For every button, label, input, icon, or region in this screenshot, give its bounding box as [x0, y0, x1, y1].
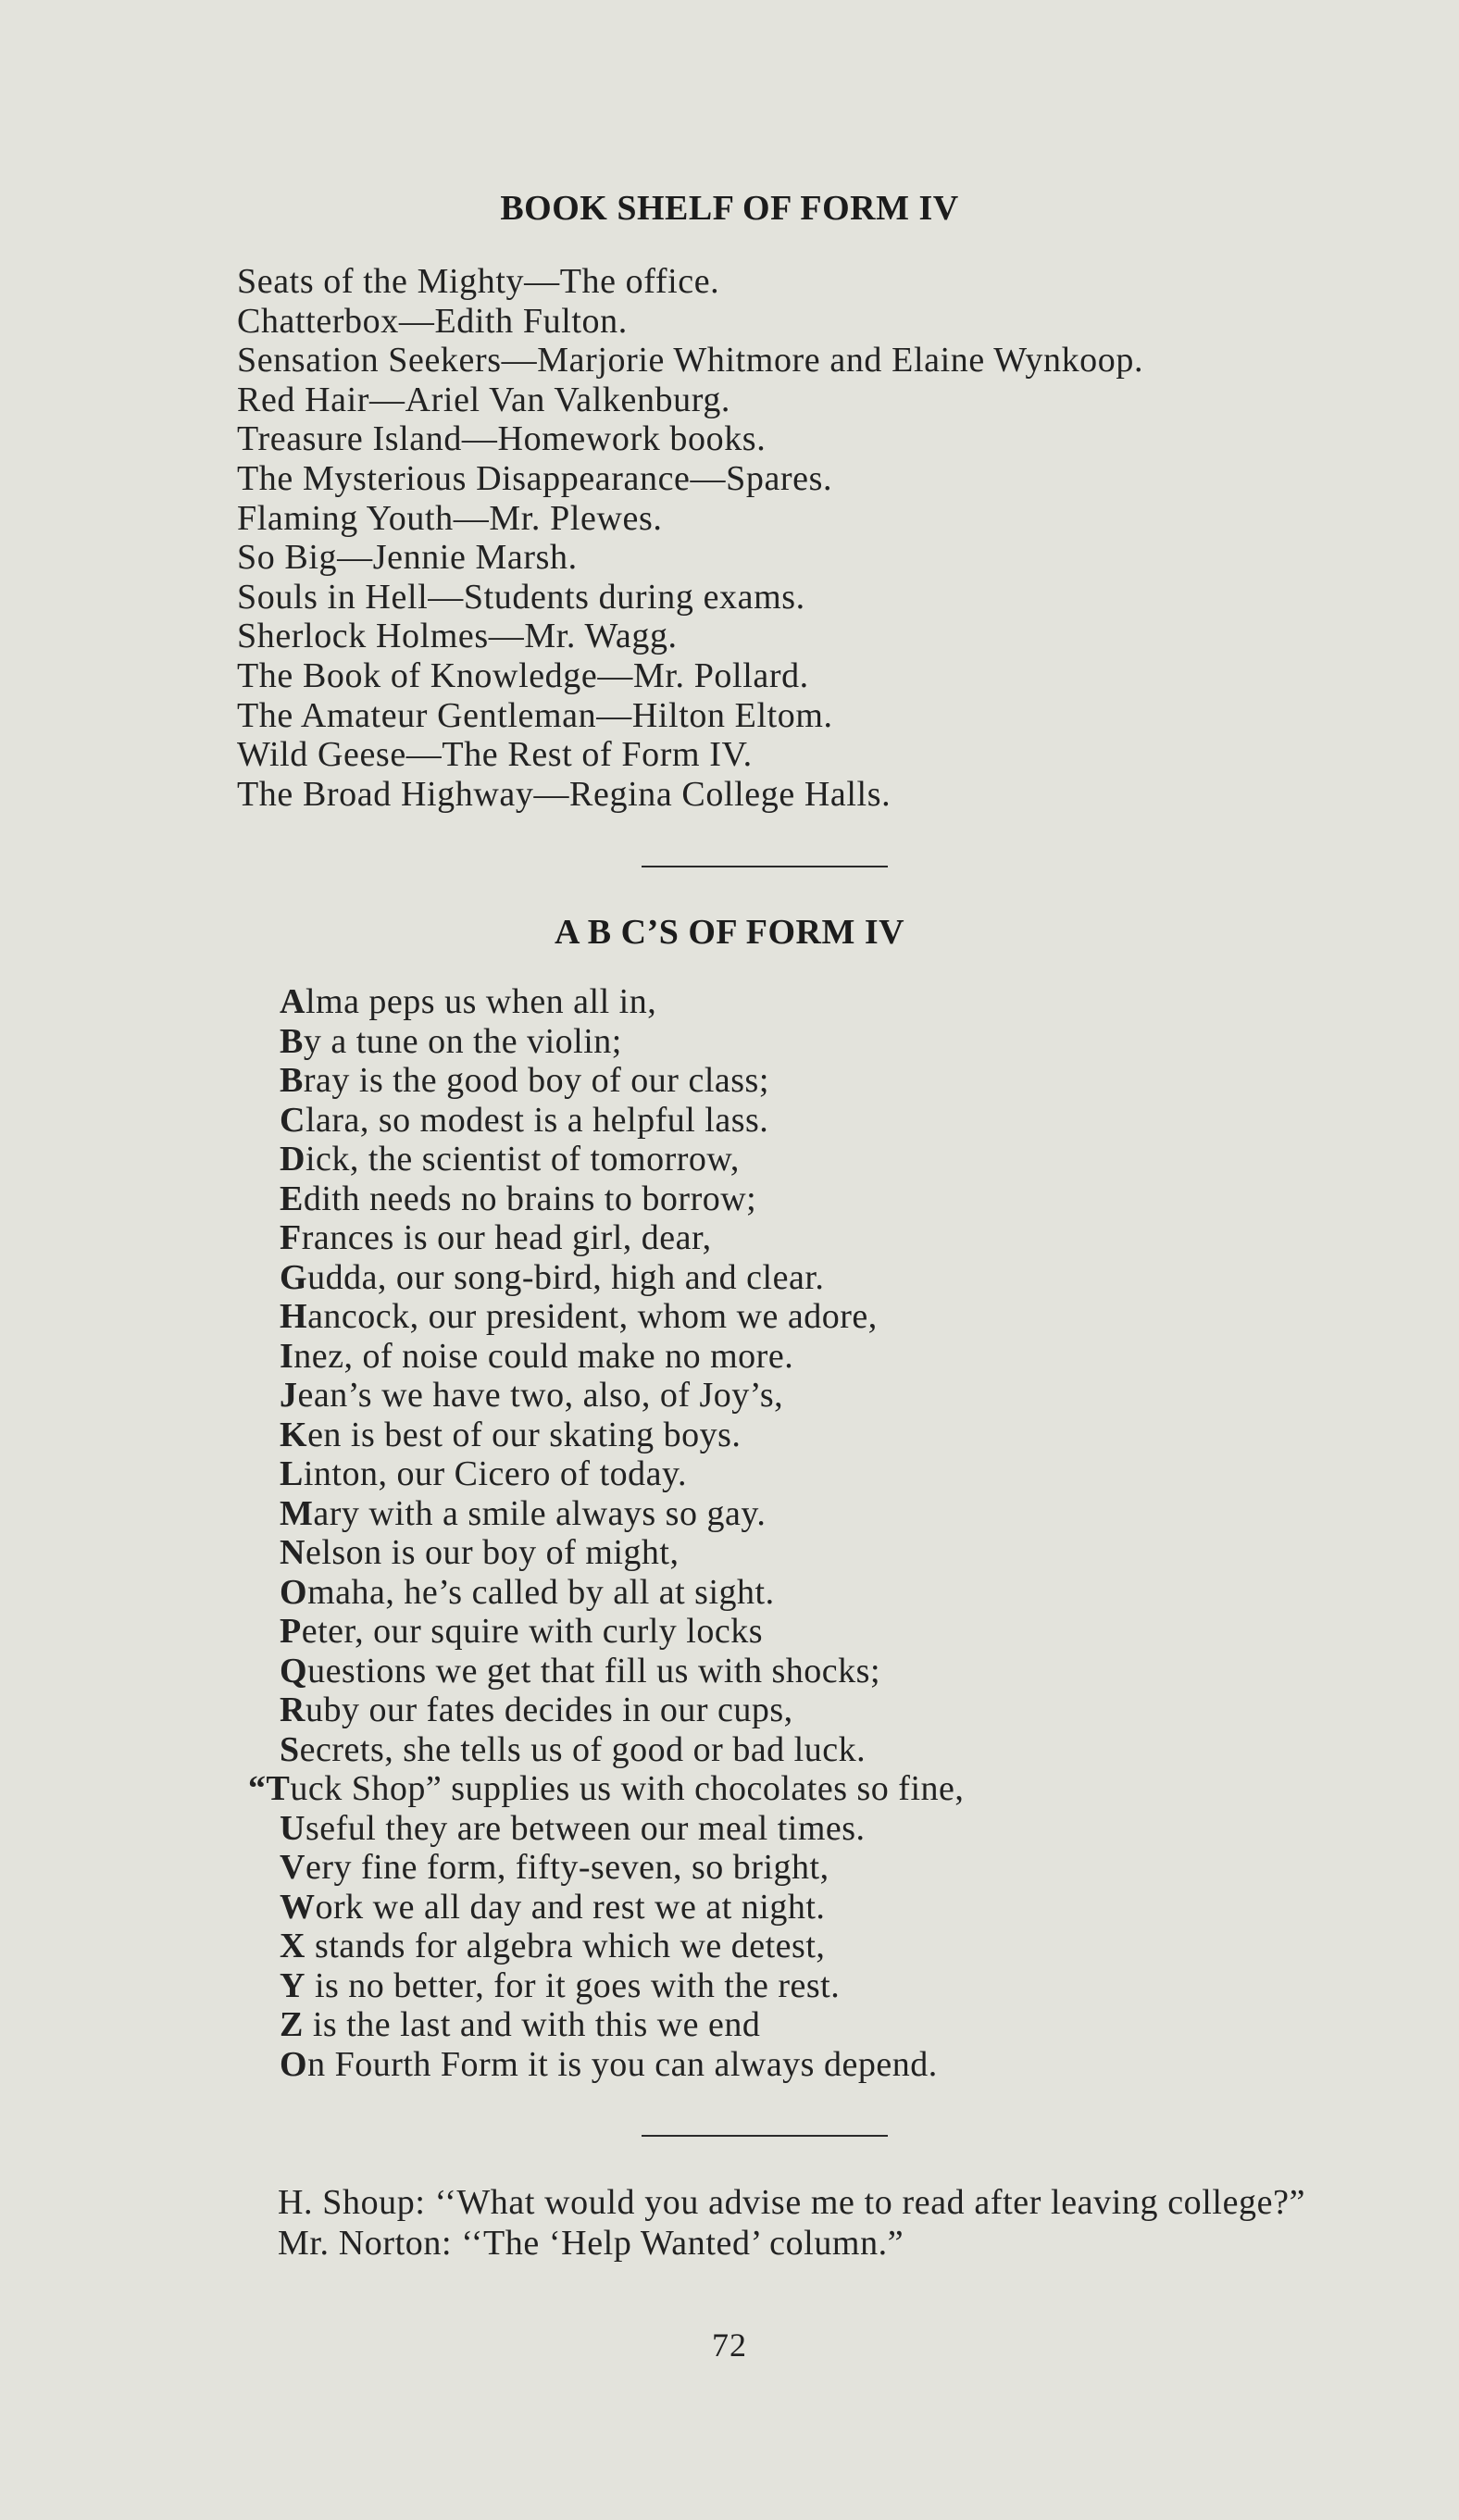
poem-line — [280, 1337, 964, 1377]
poem-line-text: en is best of our skating boys. — [307, 1415, 742, 1454]
poem-line — [280, 1376, 964, 1416]
book-shelf-entry: Treasure Island—Homework books. — [237, 419, 767, 459]
book-shelf-entry: Flaming Youth—Mr. Plewes. — [237, 498, 663, 538]
poem-line-text: ancock, our president, whom we adore, — [307, 1297, 878, 1336]
poem-line — [280, 2045, 964, 2085]
book-shelf-list — [237, 262, 1143, 814]
poem-initial: M — [280, 1493, 314, 1533]
poem-line-text: dith needs no brains to borrow; — [303, 1179, 757, 1218]
poem-initial: I — [280, 1336, 294, 1376]
book-shelf-entry: The Broad Highway—Regina College Halls. — [237, 774, 892, 814]
book-shelf-entry: The Mysterious Disappearance—Spares. — [237, 458, 833, 498]
poem-initial: N — [280, 1533, 306, 1572]
poem-line — [280, 1140, 964, 1179]
poem-initial: R — [280, 1690, 306, 1729]
abcs-title: A B C’S OF FORM IV — [554, 913, 905, 952]
poem-line — [280, 982, 964, 1022]
poem-line-text: stands for algebra which we detest, — [305, 1927, 826, 1965]
poem-initial: U — [280, 1808, 306, 1848]
poem-line — [280, 1888, 964, 1927]
poem-line — [280, 1022, 964, 1062]
poem-initial: O — [280, 1572, 308, 1612]
poem-initial: J — [280, 1376, 298, 1415]
book-shelf-entry: Chatterbox—Edith Fulton. — [237, 301, 628, 341]
poem-initial: L — [280, 1454, 304, 1493]
poem-line-text: y a tune on the violin; — [303, 1021, 622, 1061]
poem-line-text: n Fourth Form it is you can always depend. — [307, 2044, 938, 2084]
poem-line-text: ork we all day and rest we at night. — [315, 1887, 826, 1927]
poem-line — [280, 1416, 964, 1455]
book-shelf-entry: Seats of the Mighty—The office. — [237, 262, 720, 301]
poem-line-text: lma peps us when all in, — [305, 982, 657, 1021]
poem-line-text: ery fine form, fifty-seven, so bright, — [305, 1848, 829, 1887]
poem-line — [280, 1730, 964, 1770]
poem-line — [280, 1612, 964, 1652]
poem-line — [280, 1494, 964, 1534]
poem-line-text: rances is our head girl, dear, — [301, 1218, 712, 1257]
poem-initial: X — [280, 1927, 306, 1965]
poem-line-text: ick, the scientist of tomorrow, — [305, 1140, 740, 1179]
poem-initial: B — [280, 1061, 304, 1100]
poem-line — [280, 1218, 964, 1258]
joke-dialogue — [196, 2182, 1335, 2264]
poem-line — [280, 1848, 964, 1888]
poem-line — [280, 1297, 964, 1337]
poem-line — [280, 1652, 964, 1691]
poem-line — [280, 1454, 964, 1494]
book-shelf-entry: Red Hair—Ariel Van Valkenburg. — [237, 380, 731, 419]
book-shelf-title: BOOK SHELF OF FORM IV — [500, 189, 959, 228]
poem-line — [280, 1179, 964, 1219]
poem-initial: S — [280, 1729, 300, 1769]
poem-initial: F — [280, 1218, 302, 1257]
book-shelf-entry: The Book of Knowledge—Mr. Pollard. — [237, 655, 809, 695]
book-shelf-entry: The Amateur Gentleman—Hilton Eltom. — [237, 695, 833, 735]
book-shelf-entry: Wild Geese—The Rest of Form IV. — [237, 735, 753, 775]
poem-line — [280, 1809, 964, 1849]
poem-line-text: uestions we get that fill us with shocks; — [307, 1651, 881, 1690]
poem-line-text: uby our fates decides in our cups, — [305, 1690, 793, 1729]
poem-line-text: ray is the good boy of our class; — [303, 1061, 769, 1100]
page-number: 72 — [712, 2327, 747, 2364]
poem-line-text: is the last and with this we end — [303, 2005, 761, 2044]
poem-initial: V — [280, 1848, 306, 1887]
section-divider — [642, 2135, 888, 2137]
poem-line-text: ecrets, she tells us of good or bad luck. — [299, 1729, 867, 1769]
poem-line-text: eter, our squire with curly locks — [301, 1612, 764, 1651]
poem-line — [280, 1101, 964, 1141]
poem-initial: H — [280, 1297, 308, 1336]
poem-initial: “T — [248, 1769, 291, 1808]
poem-initial: O — [280, 2044, 308, 2084]
poem-initial: E — [280, 1179, 304, 1218]
poem-initial: P — [280, 1612, 302, 1651]
poem-line-text: lara, so modest is a helpful lass. — [305, 1100, 769, 1140]
section-divider — [642, 866, 888, 867]
joke-question: H. Shoup: ‘‘What would you advise me to read after leaving college?” — [278, 2183, 1306, 2222]
poem-line — [280, 2005, 964, 2045]
book-shelf-entry: Souls in Hell—Students during exams. — [237, 577, 805, 617]
poem-line-text: inton, our Cicero of today. — [303, 1454, 688, 1493]
poem-line-text: udda, our song-bird, high and clear. — [307, 1257, 825, 1297]
poem-line-text: nez, of noise could make no more. — [293, 1336, 794, 1376]
poem-line — [280, 1533, 964, 1573]
poem-line — [280, 1258, 964, 1298]
abcs-poem — [248, 982, 965, 2084]
poem-line-text: ary with a smile always so gay. — [313, 1493, 767, 1533]
poem-initial: D — [280, 1140, 306, 1179]
poem-initial: G — [280, 1257, 308, 1297]
poem-line-text: uck Shop” supplies us with chocolates so fine, — [290, 1769, 965, 1808]
joke-answer: Mr. Norton: ‘‘The ‘Help Wanted’ column.” — [278, 2224, 904, 2263]
poem-line — [280, 1573, 964, 1613]
book-shelf-entry: Sensation Seekers—Marjorie Whitmore and Elaine Wynkoop. — [237, 341, 1144, 380]
poem-line — [280, 1061, 964, 1101]
poem-line-text: maha, he’s called by all at sight. — [307, 1572, 775, 1612]
poem-initial: A — [280, 982, 306, 1021]
poem-initial: W — [280, 1887, 316, 1927]
poem-initial: Y — [280, 1965, 306, 2005]
poem-line-text: is no better, for it goes with the rest. — [305, 1965, 841, 2005]
poem-line — [280, 1966, 964, 2006]
poem-line-text: elson is our boy of might, — [305, 1533, 680, 1572]
poem-initial: B — [280, 1021, 304, 1061]
poem-initial: Z — [280, 2005, 304, 2044]
poem-line-text: ean’s we have two, also, of Joy’s, — [297, 1376, 784, 1415]
poem-initial: C — [280, 1100, 306, 1140]
poem-line — [280, 1927, 964, 1966]
poem-initial: Q — [280, 1651, 308, 1690]
book-shelf-entry: Sherlock Holmes—Mr. Wagg. — [237, 617, 678, 656]
poem-initial: K — [280, 1415, 308, 1454]
poem-line — [248, 1769, 964, 1809]
poem-line-text: seful they are between our meal times. — [305, 1808, 866, 1848]
book-shelf-entry: So Big—Jennie Marsh. — [237, 538, 578, 578]
poem-line — [280, 1690, 964, 1730]
